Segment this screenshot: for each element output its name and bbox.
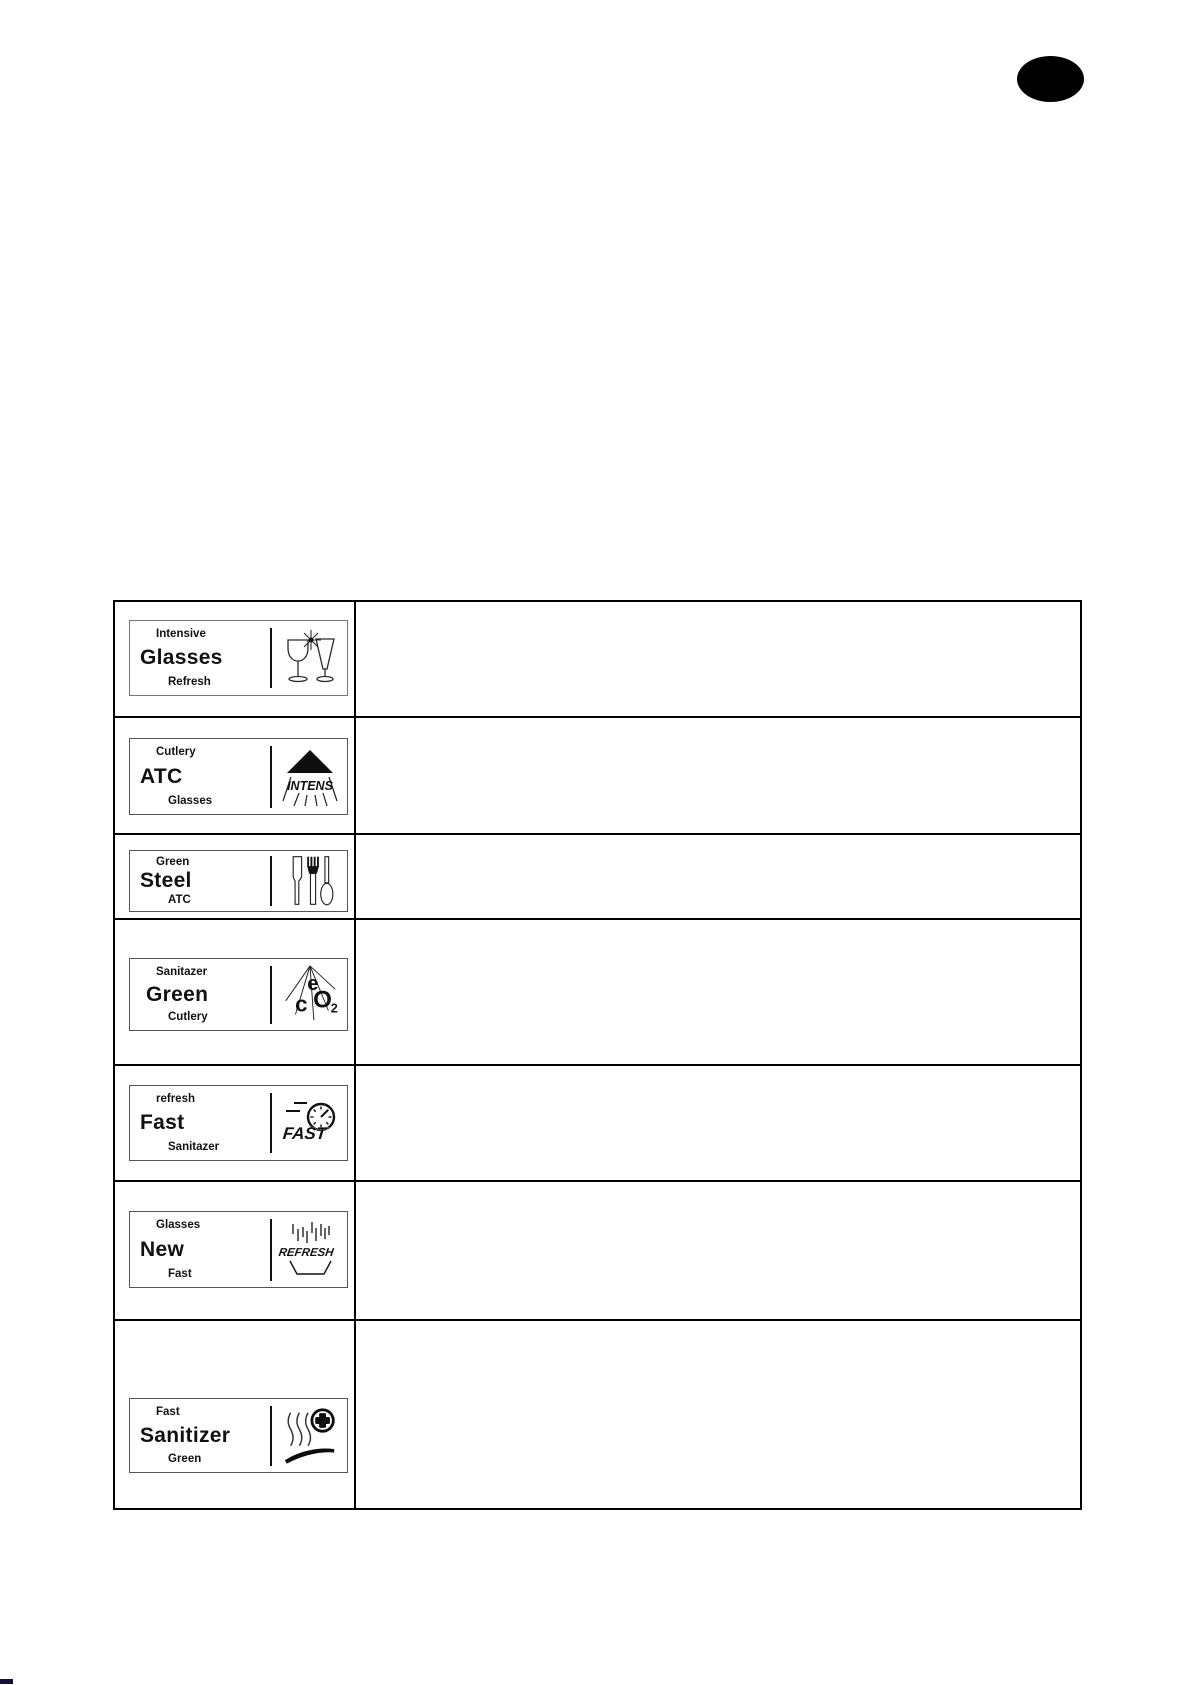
program-next-label: Cutlery: [168, 1011, 208, 1023]
program-main-label: Steel: [140, 869, 192, 892]
program-next-label: ATC: [168, 894, 191, 906]
program-names: [130, 851, 270, 911]
program-names: [130, 739, 270, 814]
program-box: [129, 620, 348, 696]
program-prev-label: Green: [156, 856, 190, 868]
svg-text:INTENS: INTENS: [286, 778, 333, 793]
program-next-label: Sanitazer: [168, 1141, 220, 1153]
program-box: [129, 738, 348, 815]
refresh-basin-icon: [272, 1212, 347, 1287]
program-main-label: Sanitizer: [140, 1423, 231, 1447]
program-main-label: Green: [146, 982, 209, 1006]
table-row: [115, 1182, 1080, 1321]
program-box: [129, 1211, 348, 1288]
program-main-label: Glasses: [140, 646, 223, 669]
program-main-label: Fast: [140, 1111, 185, 1134]
table-row: [115, 920, 1080, 1066]
cutlery-icon: [272, 851, 347, 911]
program-description-cell: [356, 1066, 1080, 1180]
program-description-cell: [356, 602, 1080, 716]
glasses-sparkle-icon: [272, 621, 347, 695]
program-prev-label: Cutlery: [156, 746, 196, 758]
program-next-label: Green: [168, 1453, 202, 1465]
program-main-label: ATC: [140, 764, 183, 788]
program-next-label: Glasses: [168, 795, 213, 807]
page-number-oval-marker: [1017, 56, 1084, 102]
program-main-label: New: [140, 1237, 185, 1261]
program-label-cell: [115, 1066, 356, 1180]
svg-text:e: e: [306, 972, 319, 995]
table-row: [115, 1321, 1080, 1508]
program-label-cell: [115, 602, 356, 716]
table-row: [115, 718, 1080, 835]
program-description-cell: [356, 1182, 1080, 1319]
program-box: [129, 1085, 348, 1161]
svg-text:REFRESH: REFRESH: [277, 1246, 334, 1259]
program-label-cell: [115, 1321, 356, 1508]
fast-stopwatch-icon: [272, 1086, 347, 1160]
program-prev-label: Fast: [156, 1406, 180, 1418]
svg-text:FAST: FAST: [281, 1124, 327, 1143]
program-box: [129, 850, 348, 912]
program-prev-label: Sanitazer: [156, 966, 208, 978]
program-description-cell: [356, 718, 1080, 833]
svg-text:2: 2: [330, 1000, 338, 1015]
svg-text:c: c: [294, 990, 307, 1016]
program-next-label: Fast: [168, 1268, 192, 1280]
program-label-cell: [115, 1182, 356, 1319]
table-row: [115, 1066, 1080, 1182]
program-description-cell: [356, 835, 1080, 918]
program-label-cell: [115, 835, 356, 918]
program-box: [129, 958, 348, 1031]
program-description-cell: [356, 1321, 1080, 1508]
svg-text:O: O: [312, 986, 332, 1014]
program-label-cell: [115, 718, 356, 833]
program-prev-label: Intensive: [156, 628, 206, 640]
program-names: [130, 1212, 270, 1287]
program-description-cell: [356, 920, 1080, 1064]
eco2-icon: [272, 959, 347, 1030]
table-row: [115, 835, 1080, 920]
program-next-label: Refresh: [168, 676, 211, 688]
table-row: [115, 602, 1080, 718]
program-prev-label: refresh: [156, 1093, 195, 1105]
program-label-cell: [115, 920, 356, 1064]
program-names: [130, 1399, 270, 1472]
scan-artifact-mark: [0, 1679, 13, 1684]
sanitizer-steam-icon: [272, 1399, 347, 1472]
intensive-triangle-icon: [272, 739, 347, 814]
program-prev-label: Glasses: [156, 1219, 201, 1231]
program-box: [129, 1398, 348, 1473]
program-names: [130, 621, 270, 695]
program-names: [130, 1086, 270, 1160]
program-table: [113, 600, 1082, 1510]
program-names: [130, 959, 270, 1030]
